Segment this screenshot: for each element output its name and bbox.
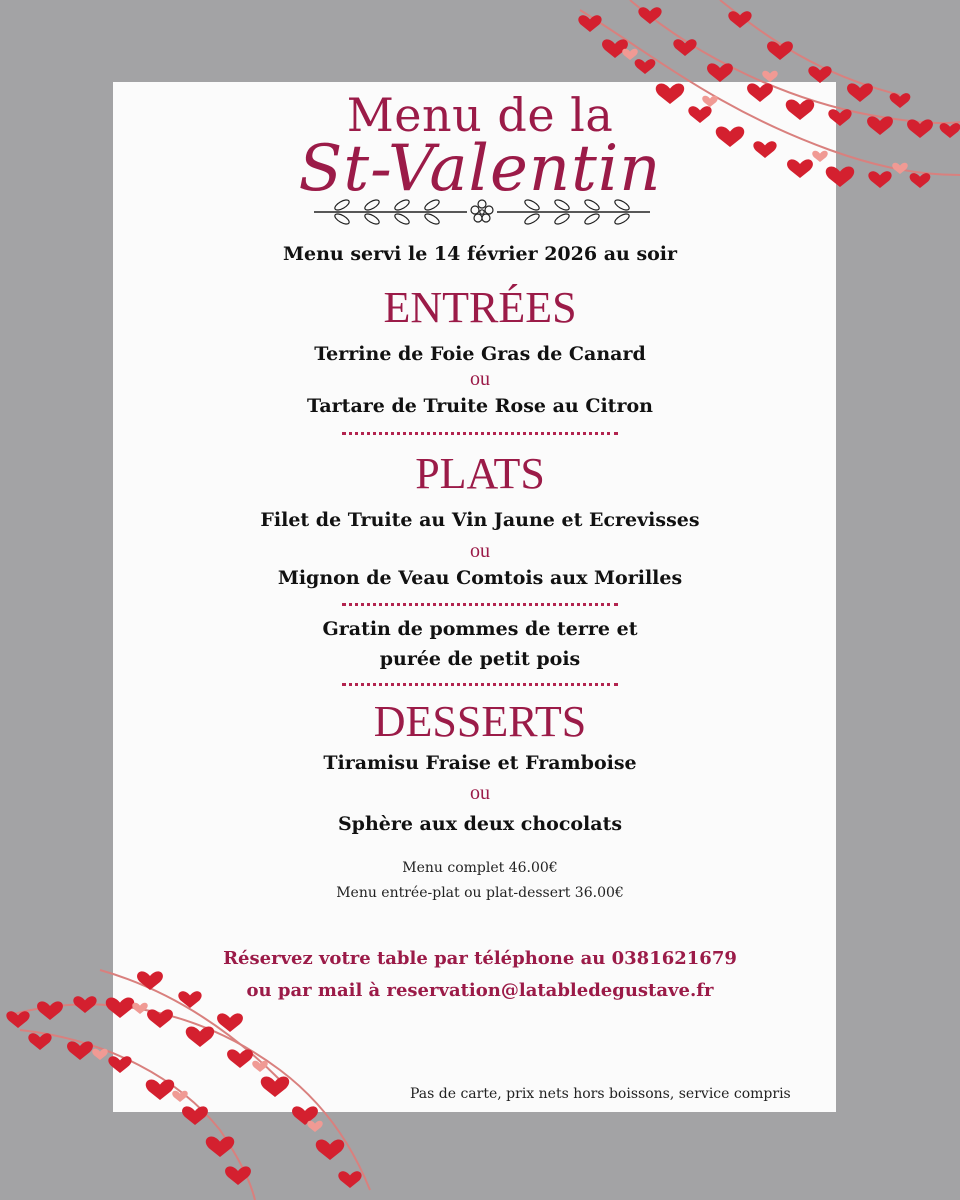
entree-dish-1: Terrine de Foie Gras de Canard <box>314 343 646 365</box>
plat-or: ou <box>470 540 490 562</box>
dessert-or: ou <box>470 782 490 804</box>
reservation-phone: Réservez votre table par téléphone au 0381621679 <box>223 948 737 969</box>
dessert-dish-1: Tiramisu Fraise et Framboise <box>323 752 637 774</box>
plat-side-line1: Gratin de pommes de terre et <box>322 618 638 640</box>
menu-title-line1: Menu de la <box>346 88 614 142</box>
dotted-divider <box>342 683 618 686</box>
price-partial-menu: Menu entrée-plat ou plat-dessert 36.00€ <box>336 885 624 901</box>
dessert-dish-2: Sphère aux deux chocolats <box>337 813 623 835</box>
service-date: Menu servi le 14 février 2026 au soir <box>282 243 678 265</box>
plat-dish-1: Filet de Truite au Vin Jaune et Ecrevisses <box>260 509 700 531</box>
floral-divider-icon <box>312 196 652 228</box>
section-heading-plats: PLATS <box>415 449 545 498</box>
dotted-divider <box>342 603 618 606</box>
section-heading-entrees: ENTRÉES <box>383 283 577 332</box>
entree-dish-2: Tartare de Truite Rose au Citron <box>307 395 653 417</box>
plat-dish-2: Mignon de Veau Comtois aux Morilles <box>277 567 683 589</box>
plat-side-line2: purée de petit pois <box>379 648 581 670</box>
price-full-menu: Menu complet 46.00€ <box>402 860 558 876</box>
section-heading-desserts: DESSERTS <box>373 697 587 746</box>
menu-title-line2: St-Valentin <box>298 132 662 206</box>
reservation-mail: ou par mail à reservation@latabledegustave.fr <box>246 980 714 1001</box>
entree-or: ou <box>470 368 490 390</box>
dotted-divider <box>342 432 618 435</box>
footer-note: Pas de carte, prix nets hors boissons, service compris <box>410 1086 791 1102</box>
